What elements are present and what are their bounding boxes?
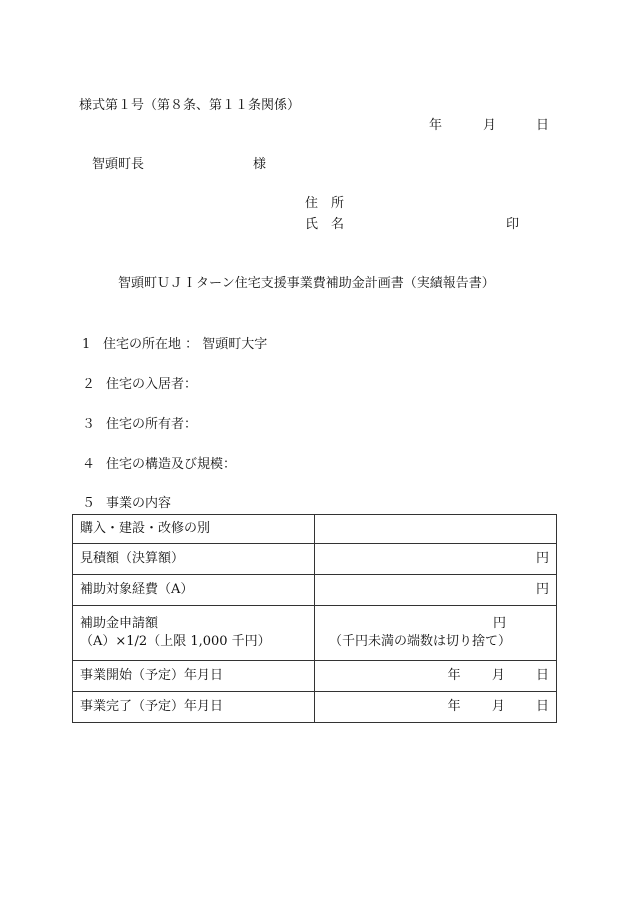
document-title: 智頭町ＵＪＩターン住宅支援事業費補助金計画書（実績報告書） bbox=[118, 276, 495, 291]
row-label-sub: （A）×1/2（上限 1,000 千円） bbox=[80, 634, 271, 649]
row-label: 補助対象経費（A） bbox=[73, 575, 315, 606]
addressee-honorific: 様 bbox=[253, 157, 267, 172]
row-label-multiline bbox=[73, 606, 315, 661]
table-row bbox=[73, 692, 557, 723]
month-label: 月 bbox=[491, 668, 505, 683]
row-label: 購入・建設・改修の別 bbox=[73, 515, 315, 544]
address-label: 住 所 bbox=[305, 196, 345, 211]
row-date bbox=[315, 661, 557, 692]
item-2-text: 住宅の入居者： bbox=[106, 377, 198, 392]
date-year-label: 年 bbox=[429, 118, 443, 133]
year-label: 年 bbox=[447, 699, 461, 714]
seal-mark: 印 bbox=[506, 217, 520, 232]
row-value: 円 bbox=[492, 616, 506, 631]
item-4-text: 住宅の構造及び規模： bbox=[106, 457, 237, 472]
row-label: 事業完了（予定）年月日 bbox=[73, 692, 315, 723]
day-label: 日 bbox=[535, 699, 549, 714]
project-details-table bbox=[72, 514, 557, 723]
item-5-text: 事業の内容 bbox=[106, 496, 172, 511]
month-label: 月 bbox=[491, 699, 505, 714]
item-5-number: ５ bbox=[82, 496, 96, 511]
year-label: 年 bbox=[447, 668, 461, 683]
addressee-name: 智頭町長 bbox=[92, 157, 145, 172]
row-label: 見積額（決算額） bbox=[73, 544, 315, 575]
table-row bbox=[73, 606, 557, 661]
item-3-number: ３ bbox=[82, 417, 96, 432]
row-note: （千円未満の端数は切り捨て） bbox=[329, 634, 512, 649]
date-month-label: 月 bbox=[483, 118, 497, 133]
item-4-number: ４ bbox=[82, 457, 96, 472]
table-row bbox=[73, 544, 557, 575]
table-row bbox=[73, 575, 557, 606]
table-row bbox=[73, 515, 557, 544]
table-row bbox=[73, 661, 557, 692]
day-label: 日 bbox=[535, 668, 549, 683]
form-number: 様式第１号（第８条、第１１条関係） bbox=[79, 98, 301, 113]
row-value: 円 bbox=[315, 544, 557, 575]
row-label: 事業開始（予定）年月日 bbox=[73, 661, 315, 692]
item-3-text: 住宅の所有者： bbox=[106, 417, 198, 432]
row-value: 円 bbox=[315, 575, 557, 606]
item-2-number: ２ bbox=[82, 377, 96, 392]
name-label: 氏 名 bbox=[305, 217, 345, 232]
date-day-label: 日 bbox=[536, 118, 550, 133]
row-label: 補助金申請額 bbox=[80, 616, 159, 631]
row-value-multiline bbox=[315, 606, 557, 661]
row-date bbox=[315, 692, 557, 723]
row-value bbox=[315, 515, 557, 544]
item-1-number: 1 bbox=[82, 337, 91, 352]
item-1-text: 住宅の所在地 ： 智頭町大字 bbox=[103, 337, 268, 352]
